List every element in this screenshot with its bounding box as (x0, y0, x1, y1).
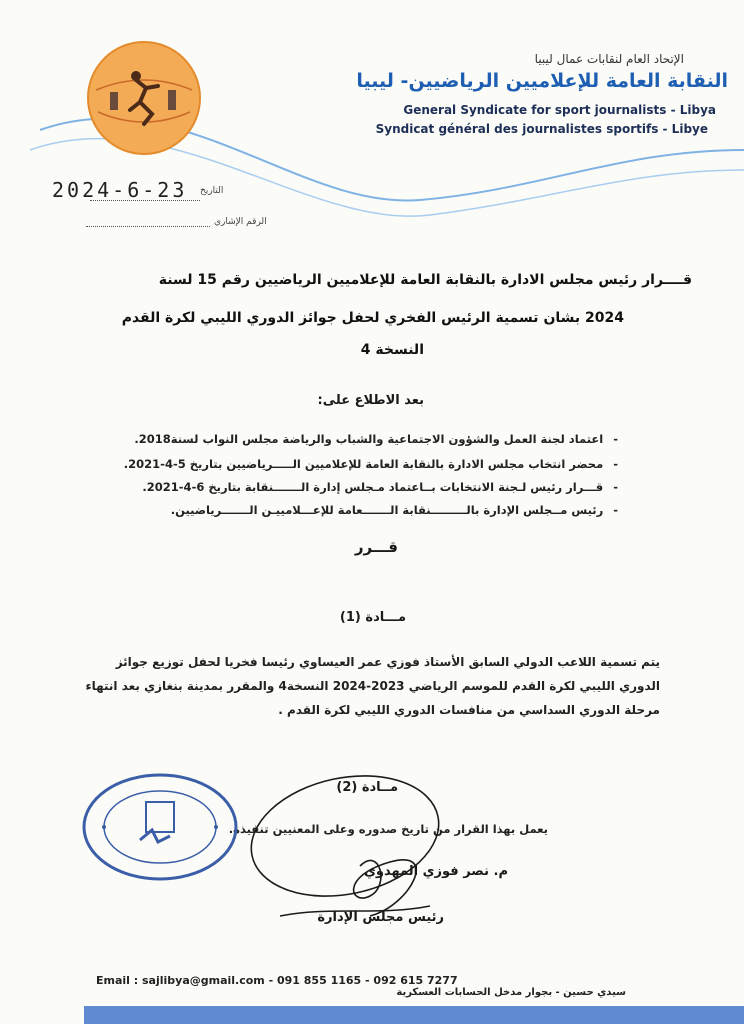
decision-title-line-3: النسخة 4 (360, 342, 424, 358)
footer-contact (96, 974, 626, 998)
syndicate-logo (86, 40, 202, 156)
article-1-text: يتم تسمية اللاعب الدولي السابق الأستاذ فوزي عمر العيساوي رئيسا فخريا لحفل توزيع جوائز الدوري الليبي لكرة القدم للموسم الرياضي 2023-2024 النسخة4 والمقرر بمدينة بنغازي بعد انتهاء مرحلة الدوري السداسي من منافسات الدوري الليبي لكرة القدم . (85, 655, 660, 717)
syndicate-name-arabic: النقابة العامة للإعلاميين الرياضيين- ليبيا (356, 70, 728, 92)
decision-title-line-2: 2024 بشان تسمية الرئيس الفخري لحفل جوائز الدوري الليبي لكرة القدم (121, 310, 624, 326)
preamble-heading: بعد الاطلاع على: (317, 393, 424, 408)
reference-dotted-line (86, 226, 210, 227)
footer-email-phones: Email : sajlibya@gmail.com - 091 855 1165 - 092 615 7277 (96, 974, 458, 987)
reference-item: -محضر انتخاب مجلس الادارة بالنقابة العامة للإعلاميين الـــــرياضيين بتاريخ 5-4-2021. (123, 457, 618, 471)
reference-item: -قـــرار رئيس لـجنة الانتخابات بــاعتماد مـجلس إدارة الـــــــنقابة بتاريخ 6-4-2021. (142, 480, 618, 494)
date-label: التاريخ (200, 186, 224, 196)
article-2-heading: مــادة (2) (336, 780, 398, 795)
reference-label: الرقم الإشاري (214, 217, 267, 227)
reference-item: -اعتماد لجنة العمل والشؤون الاجتماعية والشباب والرياضة مجلس النواب لسنة2018. (134, 432, 618, 446)
footer-address: سيدي حسين - بجوار مدخل الحسابات العسكرية (396, 987, 626, 998)
syndicate-name-french: Syndicat général des journalistes sportifs - Libye (375, 122, 708, 136)
decision-heading: قـــرر (354, 538, 398, 556)
date-dotted-line (90, 200, 200, 201)
syndicate-name-english: General Syndicate for sport journalists - Libya (403, 103, 716, 117)
handwritten-signature (240, 766, 450, 936)
decision-title-line-1: قــــرار رئيس مجلس الادارة بالنقابة العامة للإعلاميين الرياضيين رقم 15 لسنة (158, 272, 692, 288)
reference-item: -رئيس مــجلس الإدارة بالـــــــــنقابة الـــــــعامة للإعـــلامييـن الـــــــرياضيين. (170, 503, 618, 517)
signer-name: م. نصر فوزي المهدوي (363, 864, 508, 879)
federation-name: الإتحاد العام لنقابات عمال ليبيا (534, 52, 684, 66)
official-stamp (80, 770, 240, 884)
handwritten-date: 2024-6-23 (52, 178, 188, 202)
article-2-text: يعمل بهذا القرار من تاريخ صدوره وعلى المعنيين تنفيذه. (228, 822, 548, 836)
footer-color-bar (84, 1006, 744, 1024)
signer-title: رئيس مجلس الإدارة (317, 910, 444, 925)
article-1-heading: مـــادة (1) (339, 610, 406, 625)
